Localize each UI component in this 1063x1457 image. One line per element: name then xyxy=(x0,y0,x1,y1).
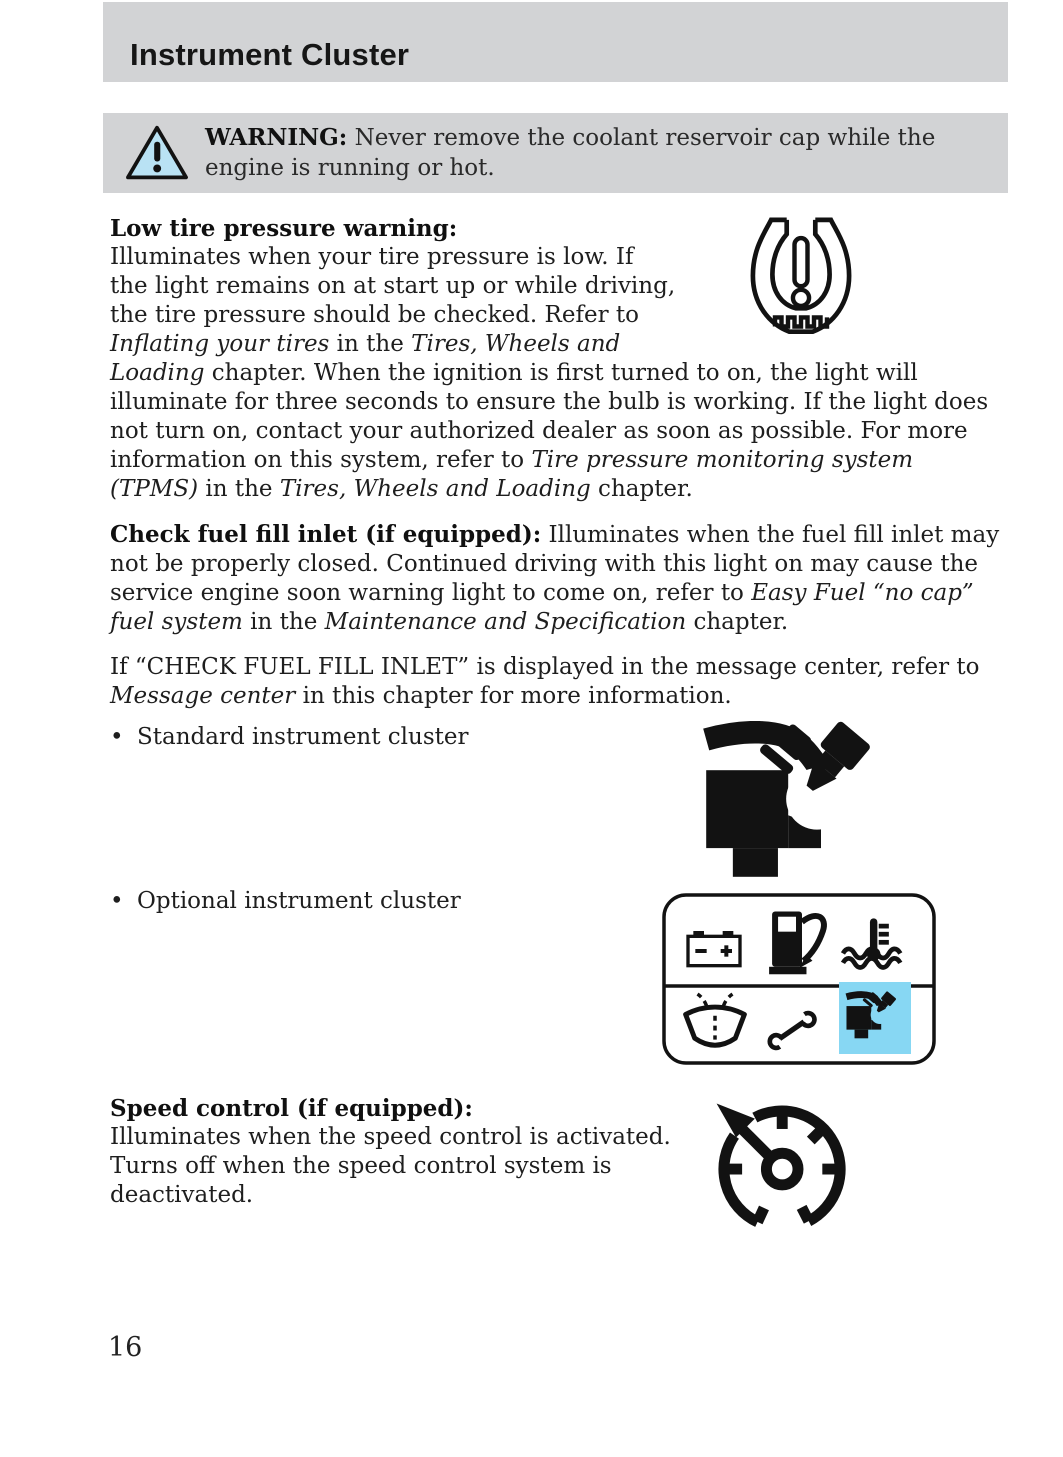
warning-label: WARNING: xyxy=(205,124,348,151)
low-tire-pressure-lamp-icon xyxy=(736,216,866,346)
speed-control-gauge-icon xyxy=(702,1084,860,1242)
text-run: in the xyxy=(242,609,325,635)
warning-callout xyxy=(103,113,1008,193)
text-run: Illuminates when the fuel fill inlet may not be properly closed. Continued driving with this light on may cause the service engine soon warning light to come on, refer to xyxy=(110,522,1000,606)
instrument-cluster-lamp-panel xyxy=(662,893,936,1065)
tpms-paragraph xyxy=(110,214,1008,504)
body-content xyxy=(110,214,1008,1254)
warning-triangle-icon xyxy=(123,123,191,183)
standard-cluster-section xyxy=(110,723,1008,887)
speed-control-paragraph xyxy=(110,1094,675,1210)
tpms-heading: Low tire pressure warning: xyxy=(110,215,458,242)
message-center-paragraph xyxy=(110,653,1008,711)
page-title: Instrument Cluster xyxy=(130,37,410,72)
text-run: Illuminates when the speed control is activated. Turns off when the speed control system is deactivated. xyxy=(110,1124,671,1208)
fuel-fill-inlet-heading: Check fuel fill inlet (if equipped): xyxy=(110,521,542,548)
optional-cluster-section xyxy=(110,887,1008,1094)
text-run: Illuminates when your tire pressure is low. If the light remains on at start up or while driving, the tire pressure should be checked. Refer to xyxy=(110,244,676,328)
text-run-italic: Maintenance and Specification xyxy=(324,609,687,635)
speed-control-heading: Speed control (if equipped): xyxy=(110,1095,473,1122)
battery-icon xyxy=(688,931,740,966)
bullet-label: Optional instrument cluster xyxy=(137,888,461,914)
text-run: chapter. When the ignition is first turned to on, the light will illuminate for three seconds to ensure the bulb is working. If the light does not turn on, contact your authorized dealer as soon as possible. For more information on this system, refer to xyxy=(110,360,989,473)
text-run-italic: Tires, Wheels and Loading xyxy=(279,476,591,502)
page-number: 16 xyxy=(108,1332,143,1363)
text-run: chapter. xyxy=(590,476,693,502)
text-run: chapter. xyxy=(686,609,789,635)
text-run-italic: Tires, Wheels and Loading xyxy=(110,331,621,386)
warning-body: Never remove the coolant reservoir cap while the engine is running or hot. xyxy=(205,125,936,181)
warning-paragraph xyxy=(205,123,1008,183)
bullet-marker: • xyxy=(110,724,124,750)
text-run-italic: Tire pressure monitoring system (TPMS) xyxy=(110,447,914,502)
bullet-label: Standard instrument cluster xyxy=(137,724,469,750)
text-run: in the xyxy=(329,331,412,357)
speed-control-section xyxy=(110,1094,1008,1254)
text-run: in the xyxy=(198,476,280,502)
text-run: If “CHECK FUEL FILL INLET” is displayed in the message center, refer to xyxy=(110,654,980,680)
check-fuel-fill-inlet-lamp-icon xyxy=(698,721,903,885)
text-run-italic: Message center xyxy=(110,683,296,709)
bullet-marker: • xyxy=(110,888,124,914)
text-run-italic: Easy Fuel “no cap” fuel system xyxy=(110,580,974,635)
fuel-fill-inlet-paragraph xyxy=(110,520,1008,637)
section-header-bar xyxy=(103,2,1008,82)
text-run: in this chapter for more information. xyxy=(295,683,732,709)
text-run-italic: Inflating your tires xyxy=(110,331,330,357)
